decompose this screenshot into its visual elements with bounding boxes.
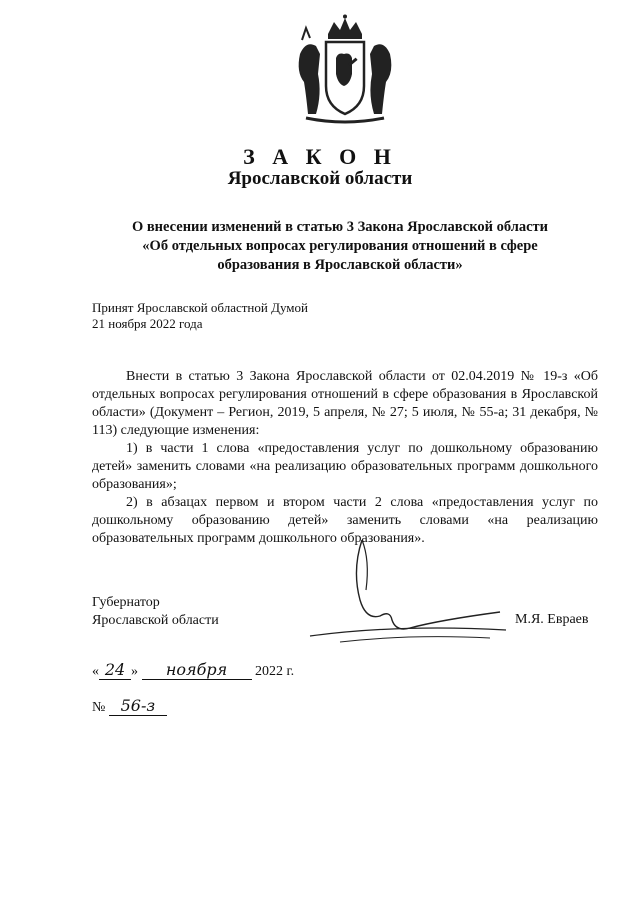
signing-date bbox=[92, 660, 294, 680]
coat-of-arms-emblem bbox=[286, 14, 404, 132]
adoption-date: 21 ноября 2022 года bbox=[92, 316, 203, 331]
adoption-note bbox=[92, 300, 308, 332]
signatory-position-line: Губернатор bbox=[92, 595, 160, 610]
body-paragraph-item-1: 1) в части 1 слова «предоставления услуг по дошкольному образованию детей» заменить словами «на реализацию образовательных программ дошкольного образования»; bbox=[92, 441, 598, 492]
law-number-prefix: № bbox=[92, 700, 106, 715]
law-number bbox=[92, 696, 167, 716]
law-number-handwritten: 56-з bbox=[109, 696, 167, 716]
handwritten-signature bbox=[300, 520, 510, 650]
region-title: Ярославской области bbox=[227, 168, 413, 189]
date-day-handwritten: 24 bbox=[99, 660, 131, 680]
adoption-body: Принят Ярославской областной Думой bbox=[92, 300, 308, 315]
date-open-quote: « bbox=[92, 664, 99, 679]
law-name-line: О внесении изменений в статью 3 Закона Ярославской области bbox=[131, 219, 549, 235]
law-name-line: образования в Ярославской области» bbox=[217, 257, 463, 273]
date-year: 2022 г. bbox=[255, 664, 295, 679]
signatory-name: М.Я. Евраев bbox=[515, 612, 589, 627]
signatory-position-line: Ярославской области bbox=[92, 613, 219, 628]
law-name-line: «Об отдельных вопросах регулирования отношений в сфере bbox=[142, 238, 538, 254]
body-paragraph-intro: Внести в статью 3 Закона Ярославской области от 02.04.2019 № 19-з «Об отдельных вопросах регулирования отношений в сфере образования в Ярославской области» (Документ – Регион, 2019, 5 апреля, № 27; 5 июля, № 55-а; 31 декабря, № 113) следующие изменения: bbox=[92, 369, 598, 438]
signatory-position bbox=[92, 594, 219, 630]
law-name bbox=[90, 218, 590, 275]
document-type-title: З А К О Н bbox=[243, 144, 397, 169]
date-month-handwritten: ноября bbox=[142, 660, 252, 680]
date-close-quote: » bbox=[131, 664, 138, 679]
body-paragraph-item-2: 2) в абзацах первом и втором части 2 слова «предоставления услуг по дошкольному образованию детей» заменить словами «на реализацию образовательных программ дошкольного образования». bbox=[92, 495, 598, 546]
